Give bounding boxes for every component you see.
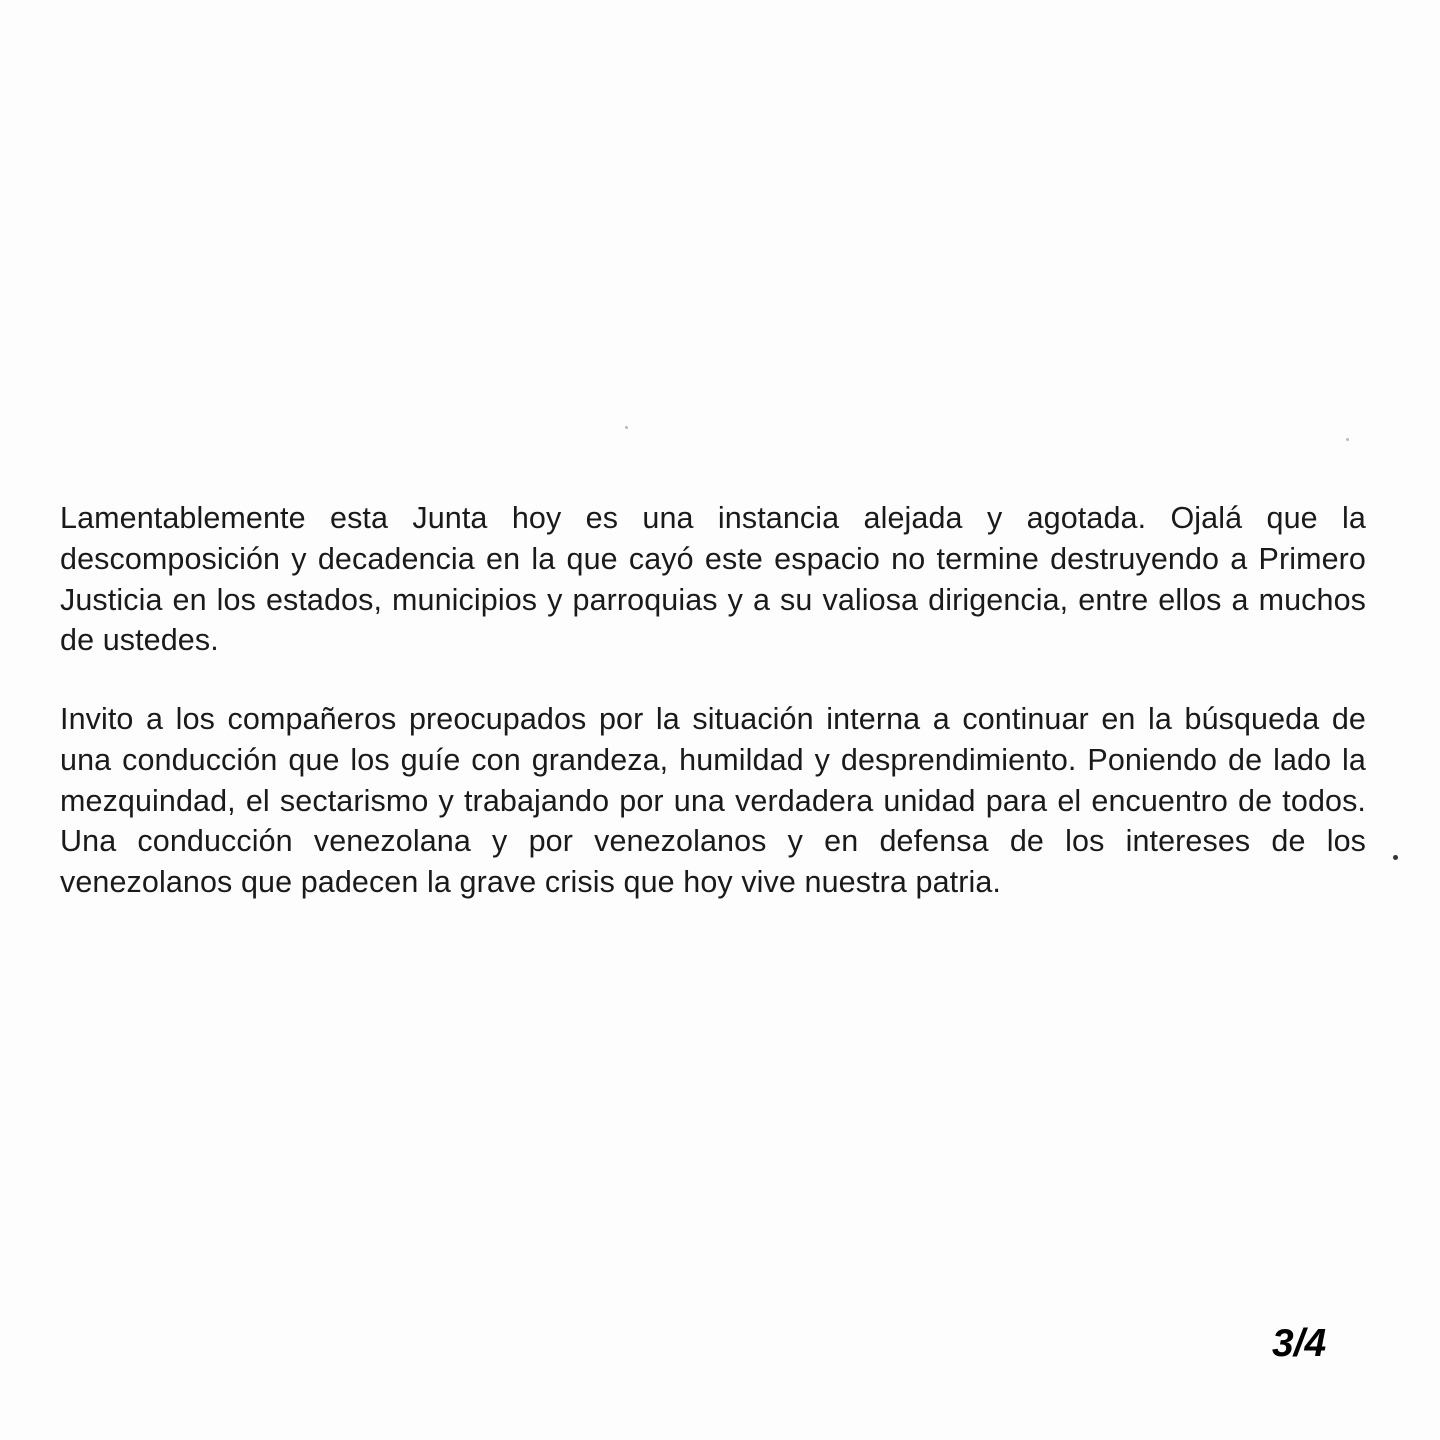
paragraph-1: Lamentablemente esta Junta hoy es una instancia alejada y agotada. Ojalá que la descomposición y decadencia en la que cayó este espacio no termine destruyendo a Primero Justicia en los estados, municipios y parroquias y a su valiosa dirigencia, entre ellos a muchos de ustedes.	[60, 501, 1366, 658]
page-number: 3/4	[1272, 1322, 1327, 1365]
scan-speck	[1393, 855, 1398, 860]
scan-speck	[1346, 438, 1349, 441]
paragraph-2: Invito a los compañeros preocupados por la situación interna a continuar en la búsqueda de una conducción que los guíe con grandeza, humildad y desprendimiento. Poniendo de lado la mezquindad, el sectarismo y trabajando por una verdadera unidad para el encuentro de todos. Una conducción venezolana y por venezolanos y en defensa de los intereses de los venezolanos que padecen la grave crisis que hoy vive nuestra patria.	[60, 702, 1366, 900]
scan-speck	[625, 426, 628, 429]
